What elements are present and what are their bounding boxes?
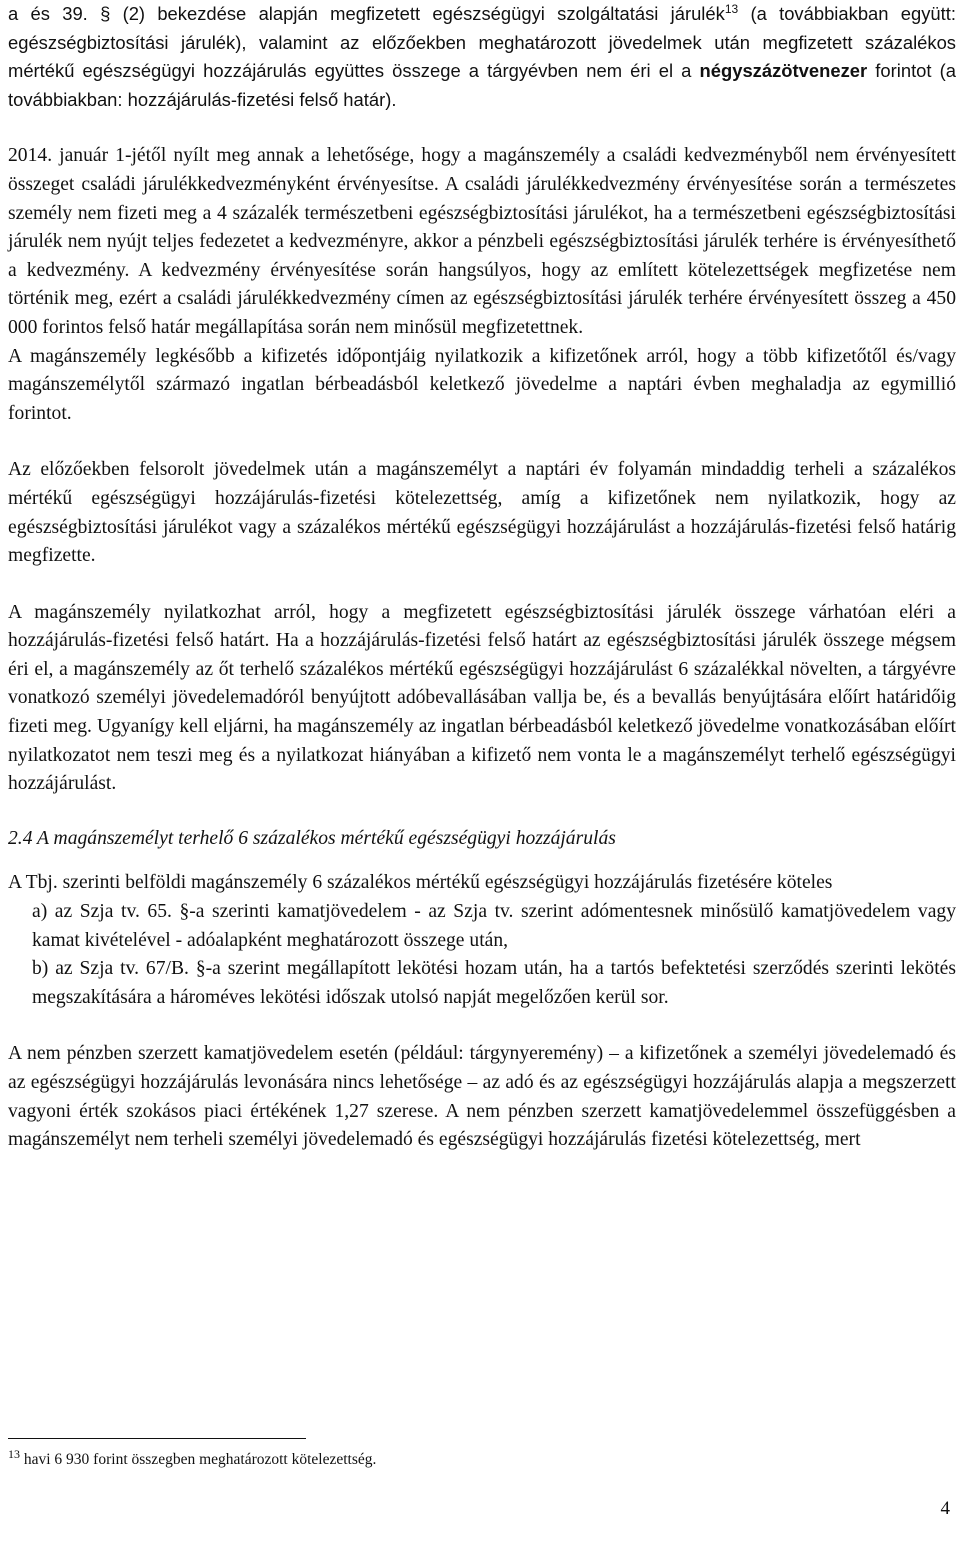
footnote-reference[interactable]: 13 [724,1,739,16]
paragraph-statement: A magánszemély nyilatkozhat arról, hogy a megfizetett egészségbiztosítási járulék összege várhatóan eléri a hozzájárulás-fizetési felső határt. Ha a hozzájárulás-fizetési felső határt az egészségbiztosítási járulék összege mégsem éri el, a magánszemély az őt terhelő százalékos mértékű egészségügyi hozzájárulást 6 százalékkal növelten, a tárgyévre vonatkozó személyi jövedelemadóról benyújtott adóbevallásában vallja be, és a bevallás benyújtására előírt határidőig fizeti meg. Ugyanígy kell eljárni, ha magánszemély az ingatlan bérbeadásból keletkező jövedelme vonatkozásában előírt nyilatkozatot nem teszi meg és a nyilatkozat hiányában a kifizető nem vonta le a magánszemélyt terhelő egészségügyi hozzájárulást. [8,601,956,795]
paragraph-text-b: (a továbbiakban együtt: egészségbiztosítási járulék), valamint az előzőekben meghatározott jövedelmek után megfizetett százalékos mértékű egészségügyi hozzájárulás együttes összege a tárgyévben nem éri el a [8,3,956,82]
footnote-text: havi 6 930 forint összegben meghatározott kötelezettség. [20,1451,377,1468]
paragraph-text-c: forintot (a továbbiakban: hozzájárulás-fizetési felső határ). [8,60,956,110]
document-page [8,0,956,1155]
bold-amount: négyszázötvenezer [699,60,868,82]
footnote-divider [8,1438,306,1439]
page-number: 4 [940,1498,950,1519]
paragraph-text-a: a és 39. § (2) bekezdése alapján megfizetett egészségügyi szolgáltatási járulék [8,3,725,24]
paragraph-family-allowance: 2014. január 1-jétől nyílt meg annak a lehetősége, hogy a magánszemély a családi kedvezményből nem érvényesített összeget családi járulékkedvezményként érvényesítse. A családi járulékkedvezmény érvényesítése során a természetes személy nem fizeti meg a 4 százalék természetbeni egészségbiztosítási járulékot, ha a természetbeni egészségbiztosítási járulék nem nyújt teljes fedezetet a kedvezményre, akkor a pénzbeli egészségbiztosítási járulék terhére is érvényesíthető a kedvezmény. A kedvezmény érvényesítése során hangsúlyos, hogy az említett kötelezettségek megfizetése nem történik meg, ezért a családi járulékkedvezmény címen az egészségbiztosítási járulék terhére érvényesített összeg a 450 000 forintos felső határ megállapítása során nem minősül megfizetettnek. [8,145,956,338]
paragraph-declaration: A magánszemély legkésőbb a kifizetés időpontjáig nyilatkozik a kifizetőnek arról, hogy a több kifizetőtől és/vagy magánszemélytől származó ingatlan bérbeadásból keletkező jövedelme a naptári évben meghaladja az egymillió forintot. [8,345,956,424]
paragraph-contribution-limit [8,0,956,114]
list-item-a: a) az Szja tv. 65. §-a szerinti kamatjövedelem - az Szja tv. szerint adómentesnek minősülő kamatjövedelem vagy kamat kivételével - adóalapként meghatározott összege után, [32,901,956,951]
paragraph-obligation: A Tbj. szerinti belföldi magánszemély 6 százalékos mértékű egészségügyi hozzájárulás fizetésére köteles [8,872,833,894]
list-item-b: b) az Szja tv. 67/B. §-a szerint megállapított lekötési hozam után, ha a tartós befektetési szerződés szerinti lekötés megszakítására a hároméves lekötési időszak utolsó napját megelőzően kerül sor. [32,958,956,1008]
paragraph-liability: Az előzőekben felsorolt jövedelmek után a magánszemélyt a naptári év folyamán mindaddig terheli a százalékos mértékű egészségügyi hozzájárulás-fizetési kötelezettség, amíg a kifizetőnek nem nyilatkozik, hogy az egészségbiztosítási járulékot vagy a százalékos mértékű egészségügyi hozzájárulást a hozzájárulás-fizetési felső határig megfizette. [8,459,956,567]
paragraph-non-cash-interest: A nem pénzben szerzett kamatjövedelem esetén (például: tárgynyeremény) – a kifizetőnek a személyi jövedelemadó és az egészségügyi hozzájárulás levonására nincs lehetősége – az adó és az egészségügyi hozzájárulás alapja a megszerzett vagyoni érték szokásos piaci értékének 1,27 szerese. A nem pénzben szerzett kamatjövedelemmel összefüggésben a magánszemélyt nem terheli személyi jövedelemadó és egészségügyi hozzájárulás fizetési kötelezettség, mert [8,1043,956,1151]
footnote [8,1446,377,1470]
footnote-number: 13 [8,1446,20,1461]
section-heading: 2.4 A magánszemélyt terhelő 6 százalékos mértékű egészségügyi hozzájárulás [8,827,616,849]
